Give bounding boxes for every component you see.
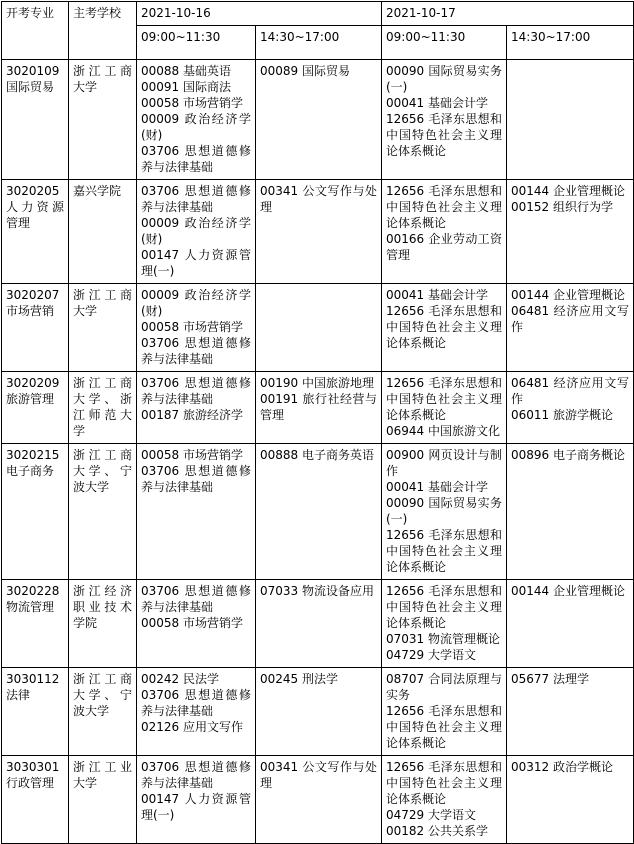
course-entry: 00009 政治经济学(财)	[141, 112, 251, 142]
course-entry: 12656 毛泽东思想和中国特色社会主义理论体系概论	[386, 184, 502, 230]
cell-major	[2, 444, 69, 580]
course-entry: 05677 法理学	[511, 672, 589, 686]
course-entry: 00058 市场营销学	[141, 448, 243, 462]
major-name: 旅游管理	[6, 392, 55, 406]
major-name: 市场营销	[6, 304, 55, 318]
course-entry: 00147 人力资源管理(一)	[141, 792, 251, 822]
course-entry: 00896 电子商务概论	[511, 448, 625, 462]
school-name: 浙江工业大学	[73, 760, 132, 790]
course-entry: 00190 中国旅游地理	[260, 376, 374, 390]
course-entry: 06944 中国旅游文化	[386, 424, 500, 438]
cell-courses-slot-3	[382, 60, 507, 180]
cell-school	[69, 756, 137, 844]
course-entry: 00900 网页设计与制作	[386, 448, 502, 478]
major-name: 物流管理	[6, 600, 55, 614]
course-entry: 07031 物流管理概论	[386, 632, 500, 646]
header-date-1: 2021-10-16	[137, 2, 382, 26]
cell-school	[69, 580, 137, 668]
course-entry: 06011 旅游学概论	[511, 408, 613, 422]
cell-courses-slot-1	[137, 180, 256, 284]
major-code: 3030301	[6, 760, 60, 774]
course-entry: 00341 公文写作与处理	[260, 184, 377, 214]
course-entry: 00182 公共关系学	[386, 824, 488, 838]
cell-courses-slot-1	[137, 284, 256, 372]
table-row	[2, 372, 634, 444]
table-row	[2, 444, 634, 580]
cell-courses-slot-3	[382, 756, 507, 844]
cell-courses-slot-3	[382, 180, 507, 284]
course-entry: 00166 企业劳动工资管理	[386, 232, 502, 262]
course-entry: 04729 大学语文	[386, 648, 476, 662]
header-date-2: 2021-10-17	[382, 2, 634, 26]
cell-courses-slot-1	[137, 756, 256, 844]
header-row-dates	[2, 2, 634, 26]
cell-school	[69, 444, 137, 580]
cell-courses-slot-4	[507, 372, 634, 444]
course-entry: 00041 基础会计学	[386, 288, 488, 302]
course-entry: 12656 毛泽东思想和中国特色社会主义理论体系概论	[386, 704, 502, 750]
major-code: 3020228	[6, 584, 60, 598]
cell-courses-slot-2	[256, 756, 382, 844]
course-entry: 00091 国际商法	[141, 80, 231, 94]
course-entry: 00041 基础会计学	[386, 480, 488, 494]
course-entry: 03706 思想道德修养与法律基础	[141, 584, 251, 614]
course-entry: 00144 企业管理概论	[511, 184, 625, 198]
course-entry: 00058 市场营销学	[141, 96, 243, 110]
cell-major	[2, 580, 69, 668]
cell-courses-slot-1	[137, 372, 256, 444]
course-entry: 00245 刑法学	[260, 672, 338, 686]
cell-courses-slot-3	[382, 668, 507, 756]
cell-courses-slot-3	[382, 284, 507, 372]
course-entry: 00009 政治经济学(财)	[141, 288, 251, 318]
table-row	[2, 580, 634, 668]
cell-courses-slot-2	[256, 60, 382, 180]
course-entry: 03706 思想道德修养与法律基础	[141, 336, 251, 366]
major-code: 3020209	[6, 376, 60, 390]
cell-major	[2, 180, 69, 284]
course-entry: 00090 国际贸易实务(一)	[386, 64, 502, 94]
header-major: 开考专业	[2, 2, 69, 60]
table-row	[2, 284, 634, 372]
cell-major	[2, 372, 69, 444]
cell-courses-slot-4	[507, 756, 634, 844]
course-entry: 12656 毛泽东思想和中国特色社会主义理论体系概论	[386, 304, 502, 350]
course-entry: 12656 毛泽东思想和中国特色社会主义理论体系概论	[386, 112, 502, 158]
school-name: 浙江工商大学	[73, 64, 132, 94]
cell-courses-slot-1	[137, 580, 256, 668]
course-entry: 02126 应用文写作	[141, 720, 243, 734]
cell-courses-slot-2	[256, 284, 382, 372]
course-entry: 03706 思想道德修养与法律基础	[141, 376, 251, 406]
course-entry: 00341 公文写作与处理	[260, 760, 377, 790]
school-name: 嘉兴学院	[73, 184, 122, 198]
course-entry: 03706 思想道德修养与法律基础	[141, 760, 251, 790]
course-entry: 00152 组织行为学	[511, 200, 613, 214]
course-entry: 00041 基础会计学	[386, 96, 488, 110]
cell-courses-slot-4	[507, 284, 634, 372]
cell-courses-slot-2	[256, 580, 382, 668]
course-entry: 00888 电子商务英语	[260, 448, 374, 462]
cell-school	[69, 180, 137, 284]
major-code: 3020109	[6, 64, 60, 78]
cell-courses-slot-2	[256, 372, 382, 444]
cell-courses-slot-4	[507, 668, 634, 756]
table-row	[2, 668, 634, 756]
cell-school	[69, 284, 137, 372]
course-entry: 00187 旅游经济学	[141, 408, 243, 422]
course-entry: 00242 民法学	[141, 672, 219, 686]
header-slot-1: 09:00~11:30	[137, 26, 256, 60]
course-entry: 08707 合同法原理与实务	[386, 672, 502, 702]
cell-courses-slot-4	[507, 580, 634, 668]
header-slot-2: 14:30~17:00	[256, 26, 382, 60]
course-entry: 06481 经济应用文写作	[511, 376, 629, 406]
major-code: 3020207	[6, 288, 60, 302]
course-entry: 00090 国际贸易实务(一)	[386, 496, 502, 526]
cell-school	[69, 668, 137, 756]
cell-courses-slot-2	[256, 444, 382, 580]
cell-courses-slot-3	[382, 444, 507, 580]
cell-major	[2, 60, 69, 180]
course-entry: 00088 基础英语	[141, 64, 231, 78]
course-entry: 04729 大学语文	[386, 808, 476, 822]
major-name: 行政管理	[6, 776, 55, 790]
cell-major	[2, 668, 69, 756]
cell-courses-slot-3	[382, 372, 507, 444]
header-slot-3: 09:00~11:30	[382, 26, 507, 60]
cell-courses-slot-3	[382, 580, 507, 668]
course-entry: 00009 政治经济学(财)	[141, 216, 251, 246]
major-name: 国际贸易	[6, 80, 55, 94]
major-code: 3020215	[6, 448, 60, 462]
course-entry: 12656 毛泽东思想和中国特色社会主义理论体系概论	[386, 528, 502, 574]
school-name: 浙江工商大学	[73, 288, 132, 318]
school-name: 浙江工商大学、宁波大学	[73, 448, 132, 494]
course-entry: 12656 毛泽东思想和中国特色社会主义理论体系概论	[386, 760, 502, 806]
major-name: 法律	[6, 688, 31, 702]
course-entry: 06481 经济应用文写作	[511, 304, 629, 334]
course-entry: 00058 市场营销学	[141, 616, 243, 630]
major-code: 3020205	[6, 184, 60, 198]
course-entry: 00089 国际贸易	[260, 64, 350, 78]
major-name: 人力资源管理	[6, 200, 64, 230]
course-entry: 03706 思想道德修养与法律基础	[141, 464, 251, 494]
course-entry: 03706 思想道德修养与法律基础	[141, 144, 251, 174]
course-entry: 07033 物流设备应用	[260, 584, 374, 598]
cell-courses-slot-1	[137, 444, 256, 580]
cell-courses-slot-1	[137, 60, 256, 180]
major-code: 3030112	[6, 672, 60, 686]
school-name: 浙江工商大学、宁波大学	[73, 672, 132, 718]
table-row	[2, 60, 634, 180]
course-entry: 00144 企业管理概论	[511, 584, 625, 598]
table-header	[2, 2, 634, 60]
table-row	[2, 756, 634, 844]
cell-courses-slot-4	[507, 180, 634, 284]
course-entry: 03706 思想道德修养与法律基础	[141, 184, 251, 214]
table-row	[2, 180, 634, 284]
course-entry: 00058 市场营销学	[141, 320, 243, 334]
course-entry: 12656 毛泽东思想和中国特色社会主义理论体系概论	[386, 376, 502, 422]
major-name: 电子商务	[6, 464, 55, 478]
exam-schedule-table	[1, 1, 634, 844]
course-entry: 00191 旅行社经营与管理	[260, 392, 377, 422]
course-entry: 12656 毛泽东思想和中国特色社会主义理论体系概论	[386, 584, 502, 630]
cell-courses-slot-2	[256, 180, 382, 284]
cell-major	[2, 284, 69, 372]
cell-school	[69, 60, 137, 180]
cell-school	[69, 372, 137, 444]
header-slot-4: 14:30~17:00	[507, 26, 634, 60]
course-entry: 00144 企业管理概论	[511, 288, 625, 302]
course-entry: 00312 政治学概论	[511, 760, 613, 774]
school-name: 浙江经济职业技术学院	[73, 584, 132, 630]
school-name: 浙江工商大学、浙江师范大学	[73, 376, 132, 438]
course-entry: 03706 思想道德修养与法律基础	[141, 688, 251, 718]
cell-courses-slot-2	[256, 668, 382, 756]
cell-courses-slot-1	[137, 668, 256, 756]
header-school: 主考学校	[69, 2, 137, 60]
table-body	[2, 60, 634, 844]
cell-courses-slot-4	[507, 60, 634, 180]
course-entry: 00147 人力资源管理(一)	[141, 248, 251, 278]
cell-major	[2, 756, 69, 844]
cell-courses-slot-4	[507, 444, 634, 580]
